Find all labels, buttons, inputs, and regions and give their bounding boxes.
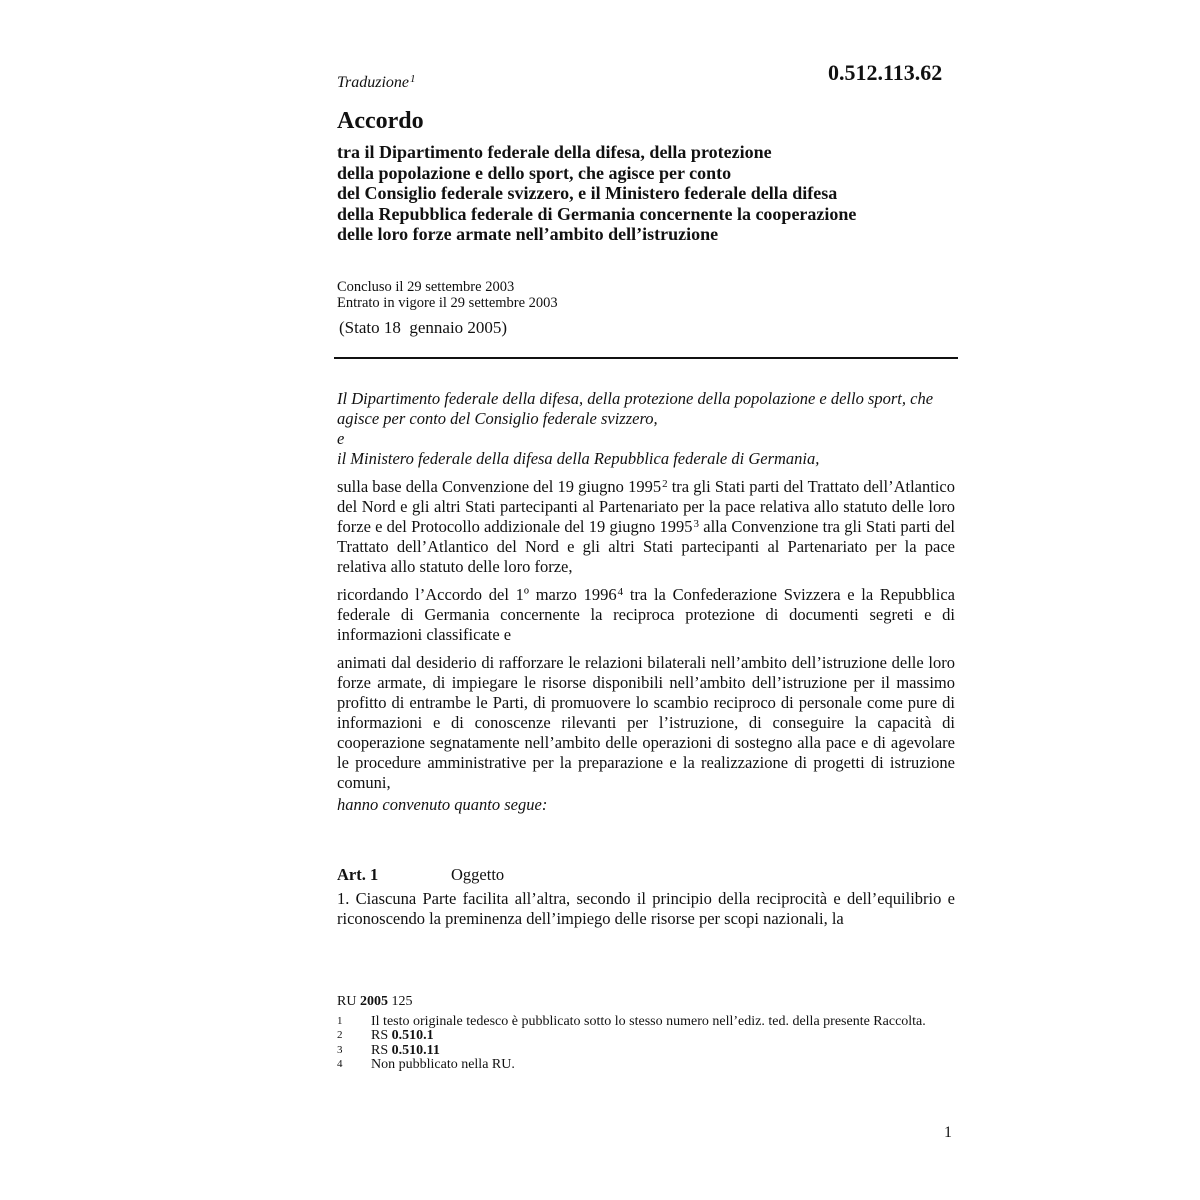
sr-number: 0.512.113.62 xyxy=(828,60,943,85)
in-force-date: Entrato in vigore il 29 settembre 2003 xyxy=(337,295,558,311)
party-conjunction: e xyxy=(337,429,345,448)
dates-block xyxy=(337,279,558,311)
page-number: 1 xyxy=(944,1124,952,1141)
subtitle-line: delle loro forze armate nell’ambito dell’istruzione xyxy=(337,224,719,244)
subtitle-line: tra il Dipartimento federale della difesa, della protezione xyxy=(337,142,772,162)
subtitle-line: del Consiglio federale svizzero, e il Ministero federale della difesa xyxy=(337,183,838,203)
article-title: Oggetto xyxy=(451,865,505,884)
subtitle-line: della Repubblica federale di Germania concernente la cooperazione xyxy=(337,203,857,224)
document-title: Accordo xyxy=(337,108,424,134)
header-divider xyxy=(334,357,958,359)
ru-reference: RU 2005 125 xyxy=(337,994,413,1009)
footnote-text: Non pubblicato nella RU. xyxy=(371,1057,515,1072)
footnote-ref-2[interactable]: 2 xyxy=(662,478,668,490)
subtitle-line: della popolazione e dello sport, che agisce per conto xyxy=(337,162,732,183)
party-1: Il Dipartimento federale della difesa, della protezione della popolazione e dello sport, che agisce per conto del Consiglio federale svizzero, xyxy=(337,389,934,428)
footnote-ref-4[interactable]: 4 xyxy=(617,586,624,598)
footnote-mark: 4 xyxy=(337,1058,343,1070)
footnote-2 xyxy=(337,1029,957,1044)
article-number: Art. 1 xyxy=(337,865,379,884)
footnote-text: RS 0.510.1 xyxy=(371,1028,434,1043)
preamble-closing: hanno convenuto quanto segue: xyxy=(337,795,548,814)
status-date: (Stato 18 gennaio 2005) xyxy=(339,318,508,337)
preamble xyxy=(337,389,955,815)
footnote-mark: 2 xyxy=(337,1029,343,1041)
concluded-date: Concluso il 29 settembre 2003 xyxy=(337,279,515,295)
footnote-1 xyxy=(337,1015,957,1030)
document-subtitle xyxy=(337,142,977,245)
party-2: il Ministero federale della difesa della Repubblica federale di Germania, xyxy=(337,449,820,468)
article-heading xyxy=(337,865,955,885)
footnote-ref-3[interactable]: 3 xyxy=(693,518,700,530)
article-1 xyxy=(337,865,955,929)
footnote-ref-1[interactable]: 1 xyxy=(410,73,416,85)
footnote-text: RS 0.510.11 xyxy=(371,1042,440,1058)
footnote-4 xyxy=(337,1058,957,1073)
translation-label: Traduzione$^1$ xyxy=(337,73,416,91)
footnote-mark: 3 xyxy=(337,1043,343,1056)
preamble-paragraph-3: animati dal desiderio di rafforzare le relazioni bilaterali nell’ambito dell’istruzione delle loro forze armate, di impiegare le risorse disponibili nell’ambito dell’istruzione per il massimo profitto di entrambe le Parti, di promuovere lo scambio reciproco di personale come pure di informazioni e di conoscenze rilevanti per l’istruzione, di conseguire la capacità di cooperazione segnatamente nell’ambito delle operazioni di sostegno alla pace e di agevolare le procedure amministrative per la preparazione e la realizzazione di progetti di istruzione comuni, xyxy=(337,653,955,792)
footnote-mark: 1 xyxy=(337,1014,343,1027)
footnote-text: Il testo originale tedesco è pubblicato sotto lo stesso numero nell’ediz. ted. della presente Raccolta. xyxy=(371,1013,926,1029)
footnote-3 xyxy=(337,1044,957,1059)
footnotes xyxy=(337,995,957,1073)
article-paragraph: 1. Ciascuna Parte facilita all’altra, secondo il principio della reciprocità e dell’equilibrio e riconoscendo la preminenza dell’impiego delle risorse per scopi nazionali, la xyxy=(337,889,955,928)
preamble-paragraph-1: sulla base della Convenzione del 19 giugno 1995$^2$ tra gli Stati parti del Trattato dell’Atlantico del Nord e gli altri Stati partecipanti al Partenariato per la pace relativa allo statuto delle loro forze e del Protocollo addizionale del 19 giugno 1995$^3$ alla Convenzione tra gli Stati parti del Trattato dell’Atlantico del Nord e gli altri Stati partecipanti al Partenariato per la pace relativa allo statuto delle loro forze, xyxy=(337,477,956,576)
preamble-paragraph-2: ricordando l’Accordo del 1º marzo 1996$^4$ tra la Confederazione Svizzera e la Repubblica federale di Germania concernente la reciproca protezione di documenti segreti e di informazioni classificate e xyxy=(337,585,956,644)
